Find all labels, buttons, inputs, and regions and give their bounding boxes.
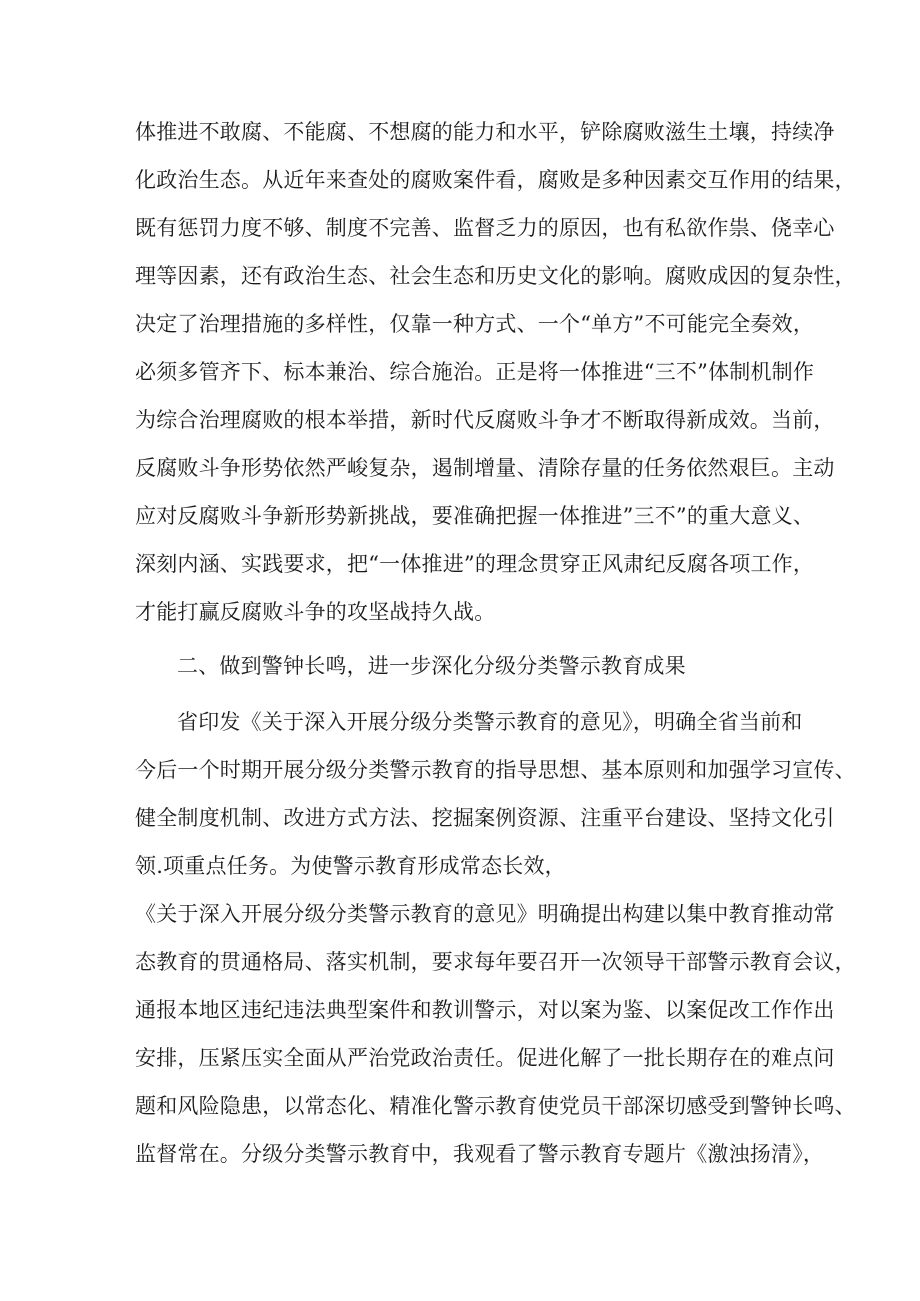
paragraph-1-line-5: 决定了治理措施的多样性，仅靠一种方式、一个“单方”不可能完全奏效， — [135, 312, 815, 336]
paragraph-1-line-9: 应对反腐败斗争新形势新挑战，要准确把握一体推进”三不”的重大意义、 — [135, 504, 815, 528]
paragraph-2-line-6: 态教育的贯通格局、落实机制，要求每年要召开一次领导干部警示教育会议， — [135, 950, 856, 974]
paragraph-1-line-7: 为综合治理腐败的根本举措，新时代反腐败斗争才不断取得新成效。当前， — [135, 408, 835, 432]
paragraph-2-line-9: 题和风险隐患，以常态化、精准化警示教育使党员干部深切感受到警钟长鸣、 — [135, 1094, 856, 1118]
paragraph-2-line-5: 《关于深入开展分级分类警示教育的意见》明确提出构建以集中教育推动常 — [135, 902, 835, 926]
paragraph-1-line-2: 化政治生态。从近年来查处的腐败案件看，腐败是多种因素交互作用的结果， — [135, 168, 856, 192]
paragraph-2-line-8: 安排，压紧压实全面从严治党政治责任。促进化解了一批长期存在的难点问 — [135, 1046, 835, 1070]
paragraph-2-line-7: 通报本地区违纪违法典型案件和教训警示，对以案为鉴、以案促改工作作出 — [135, 998, 835, 1022]
paragraph-1-line-11: 才能打赢反腐败斗争的攻坚战持久战。 — [135, 600, 496, 624]
section-heading: 二、做到警钟长鸣，进一步深化分级分类警示教育成果 — [177, 654, 686, 678]
paragraph-2-line-1: 省印发《关于深入开展分级分类警示教育的意见》，明确全省当前和 — [177, 710, 803, 734]
paragraph-1-line-4: 理等因素，还有政治生态、社会生态和历史文化的影响。腐败成因的复杂性， — [135, 264, 856, 288]
paragraph-2-line-10: 监督常在。分级分类警示教育中，我观看了警示教育专题片《激浊扬清》， — [135, 1142, 825, 1166]
paragraph-2-line-2: 今后一个时期开展分级分类警示教育的指导思想、基本原则和加强学习宣传、 — [135, 758, 856, 782]
paragraph-1-line-10: 深刻内涵、实践要求，把“一体推进”的理念贯穿正风肃纪反腐各项工作， — [135, 552, 815, 576]
paragraph-1-line-8: 反腐败斗争形势依然严峻复杂，遏制增量、清除存量的任务依然艰巨。主动 — [135, 456, 835, 480]
paragraph-1-line-1: 体推进不敢腐、不能腐、不想腐的能力和水平，铲除腐败滋生土壤，持续净 — [135, 120, 835, 144]
paragraph-1-line-3: 既有惩罚力度不够、制度不完善、监督乏力的原因，也有私欲作祟、侥幸心 — [135, 216, 835, 240]
paragraph-2-line-3: 健全制度机制、改进方式方法、挖掘案例资源、注重平台建设、坚持文化引 — [135, 806, 835, 830]
paragraph-1-line-6: 必须多管齐下、标本兼治、综合施治。正是将一体推进“三不”体制机制作 — [135, 360, 815, 384]
paragraph-2-line-4: 领.项重点任务。为使警示教育形成常态长效， — [135, 854, 566, 878]
